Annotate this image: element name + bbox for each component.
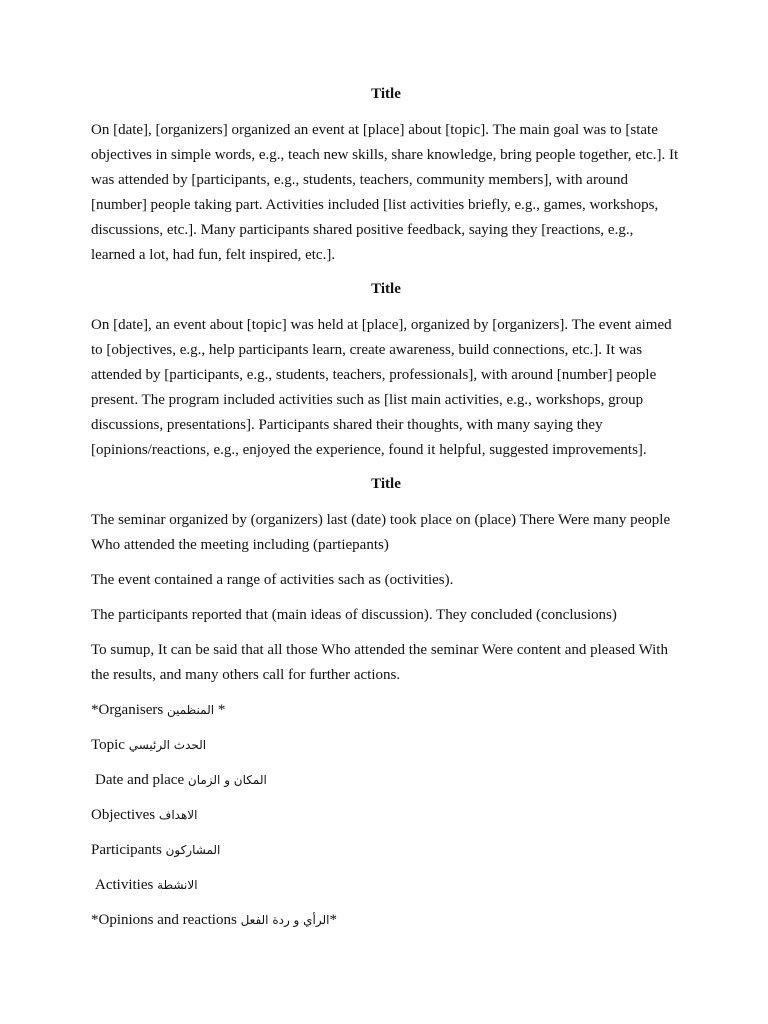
- term-activities: [91, 873, 681, 898]
- term-suffix: *: [329, 912, 338, 928]
- term-opinions-and-reactions: [91, 908, 681, 933]
- section-2-title: Title: [371, 281, 401, 297]
- term-english: *Organisers: [91, 702, 164, 718]
- section-1-title: Title: [371, 86, 401, 102]
- term-arabic: المكان و الزمان: [187, 773, 267, 787]
- section-3-paragraph-2: The event contained a range of activities sach as (octivities).: [91, 572, 454, 588]
- section-3-paragraph-4: To sumup, It can be said that all those Who attended the seminar Were content and pleased With the results, and many others call for further actions.: [91, 642, 668, 683]
- term-english: Participants: [91, 842, 162, 858]
- section-3-paragraph-3: The participants reported that (main ideas of discussion). They concluded (conclusions): [91, 607, 617, 623]
- term-arabic: الرأي و ردة الفعل: [240, 913, 330, 927]
- term-participants: [91, 838, 681, 863]
- term-english: *Opinions and reactions: [91, 912, 237, 928]
- section-3-title: Title: [371, 476, 401, 492]
- term-objectives: [91, 803, 681, 828]
- term-arabic: المنظمين: [166, 703, 215, 717]
- document-page: [91, 83, 681, 943]
- term-date-and-place: [91, 768, 681, 793]
- term-suffix: *: [214, 702, 226, 718]
- section-1-paragraph: On [date], [organizers] organized an event at [place] about [topic]. The main goal was to [state objectives in simple words, e.g., teach new skills, share knowledge, bring people together, etc.]. It was attended by [participants, e.g., students, teachers, community members], with around [number] people taking part. Activities included [list activities briefly, e.g., games, workshops, discussions, etc.]. Many participants shared positive feedback, saying they [reactions, e.g., learned a lot, had fun, felt inspired, etc.].: [91, 122, 679, 263]
- section-2-paragraph: On [date], an event about [topic] was held at [place], organized by [organizers]. The event aimed to [objectives, e.g., help participants learn, create awareness, build connections, etc.]. It was attended by [participants, e.g., students, teachers, professionals], with around [number] people present. The program included activities such as [list main activities, e.g., workshops, group discussions, presentations]. Participants shared their thoughts, with many saying they [opinions/reactions, e.g., enjoyed the experience, found it helpful, suggested improvements].: [91, 317, 672, 458]
- term-arabic: الاهداف: [158, 808, 198, 822]
- term-topic: [91, 733, 681, 758]
- term-organisers: [91, 698, 681, 723]
- term-english: Activities: [95, 877, 154, 893]
- term-english: Objectives: [91, 807, 156, 823]
- term-english: Topic: [91, 737, 125, 753]
- section-3-paragraph-1: The seminar organized by (organizers) last (date) took place on (place) There Were many people Who attended the meeting including (partiepants): [91, 512, 671, 553]
- term-arabic: الحدث الرئيسي: [128, 738, 207, 752]
- term-arabic: الانشطة: [157, 878, 198, 892]
- term-arabic: المشاركون: [165, 843, 221, 857]
- term-english: Date and place: [95, 772, 185, 788]
- terms-list: [91, 698, 681, 933]
